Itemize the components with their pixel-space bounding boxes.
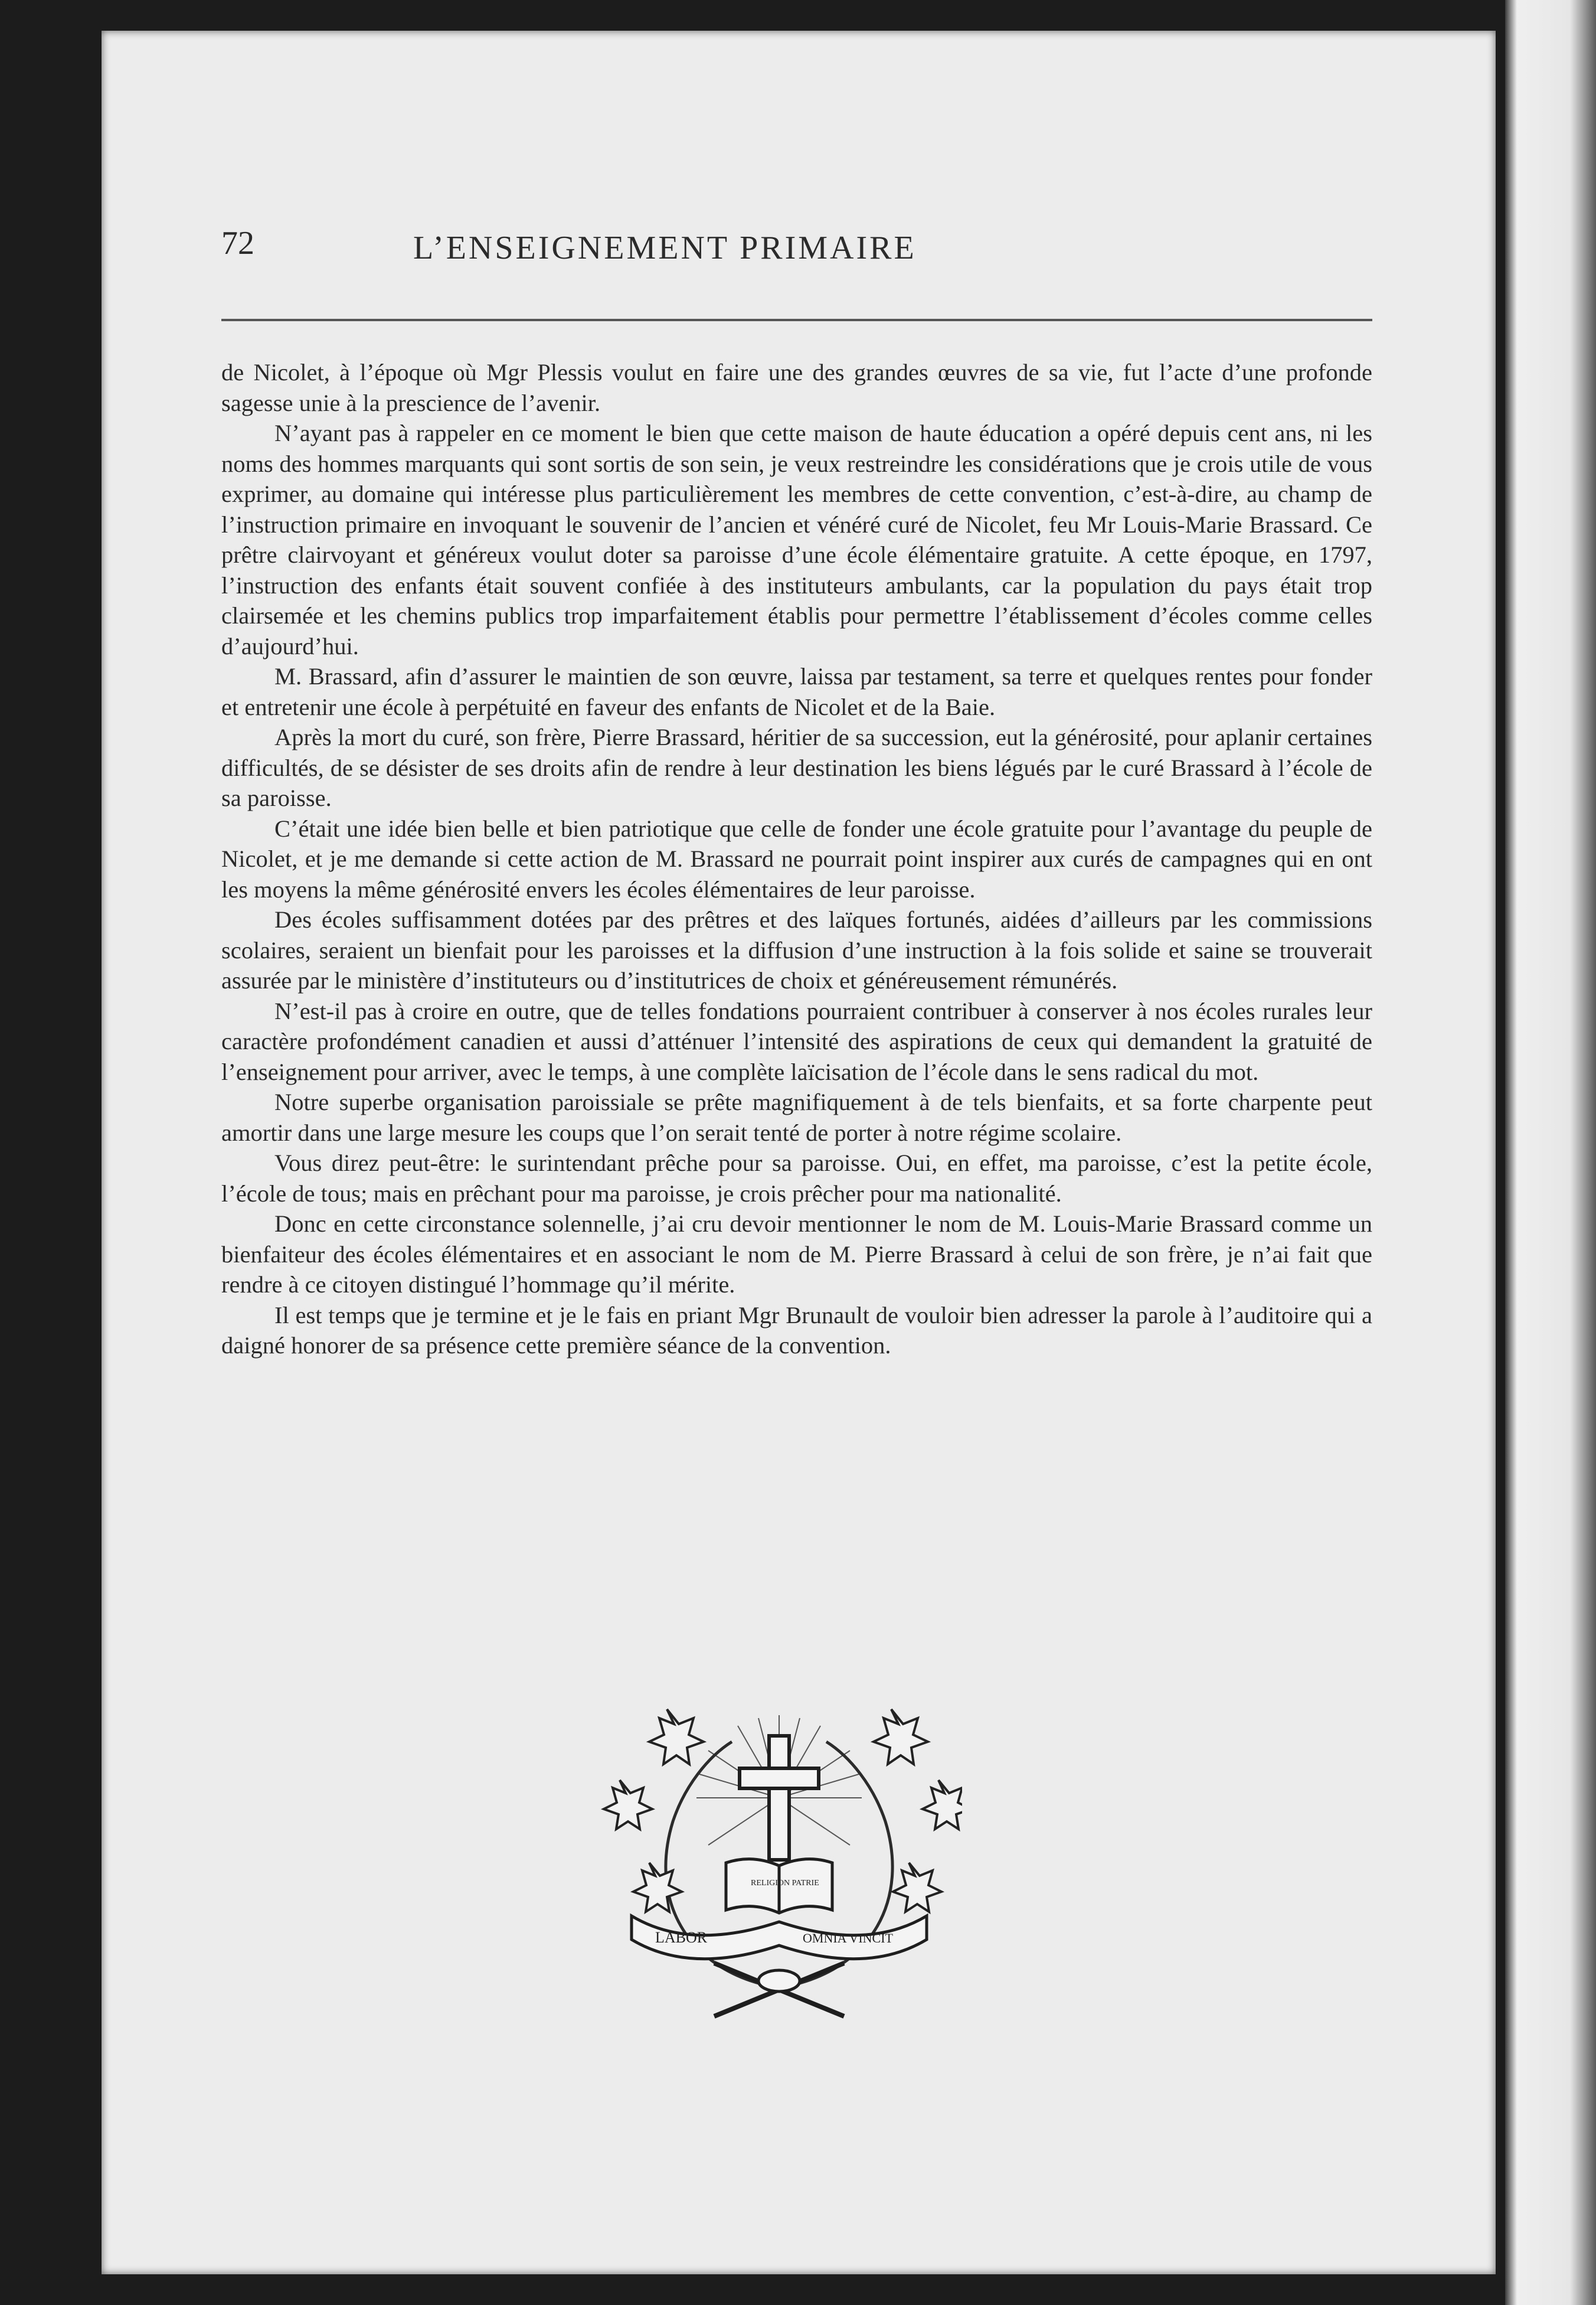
motto-left: LABOR xyxy=(655,1929,708,1946)
motto-right: OMNIA VINCIT xyxy=(803,1931,893,1945)
emblem-illustration xyxy=(596,1686,962,2028)
paragraph: Vous direz peut-être: le surintendant prêche pour sa paroisse. Oui, en effet, ma paroisse, c’est la petite école, l’école de tous; mais en prêchant pour ma paroisse, je crois prêcher pour ma nationalité. xyxy=(221,1150,1372,1207)
paragraph: Il est temps que je termine et je le fais en priant Mgr Brunault de vouloir bien adresser la parole à l’auditoire qui a daigné honorer de sa présence cette première séance de la convention. xyxy=(221,1301,1372,1359)
paragraph: M. Brassard, afin d’assurer le maintien de son œuvre, laissa par testament, sa terre et quelques rentes pour fonder et entretenir une école à perpétuité en faveur des enfants de Nicolet et de la Baie. xyxy=(221,663,1372,720)
body-text xyxy=(221,357,1372,1361)
book-inscription: RELIGION PATRIE xyxy=(751,1879,819,1888)
header-rule xyxy=(221,319,1372,321)
adjacent-page-edge xyxy=(1505,0,1596,2305)
paragraph: C’était une idée bien belle et bien patriotique que celle de fonder une école gratuite pour l’avantage du peuple de Nicolet, et je me demande si cette action de M. Brassard ne pourrait point inspirer aux curés de campagnes qui en ont les moyens la même générosité envers les écoles élémentaires de leur paroisse. xyxy=(221,815,1372,903)
crossed-tools-icon xyxy=(714,1963,844,2016)
paragraph: N’ayant pas à rappeler en ce moment le bien que cette maison de haute éducation a opéré depuis cent ans, ni les noms des hommes marquants qui sont sortis de son sein, je veux restreindre les considérations que je crois utile de vous exprimer, au domaine qui intéresse plus particulièrement les membres de cette convention, c’est-à-dire, au champ de l’instruction primaire en invoquant le souvenir de l’ancien et vénéré curé de Nicolet, feu Mr Louis-Marie Brassard. Ce prêtre clairvoyant et généreux voulut doter sa paroisse d’une école élémentaire gratuite. A cette époque, en 1797, l’instruction des enfants était souvent confiée à des instituteurs ambulants, car la population du pays était trop clairsemée et les chemins publics trop imparfaitement établis pour permettre l’établissement d’écoles comme celles d’aujourd’hui. xyxy=(221,420,1372,659)
paragraph: N’est-il pas à croire en outre, que de telles fondations pourraient contribuer à conserver à nos écoles rurales leur caractère profondément canadien et aussi d’atténuer l’intensité des aspirations de ceux qui demandent la gratuité de l’enseignement pour arriver, avec le temps, à une complète laïcisation de l’école dans le sens radical du mot. xyxy=(221,997,1372,1085)
paragraph: Des écoles suffisamment dotées par des prêtres et des laïques fortunés, aidées d’ailleurs par les commissions scolaires, seraient un bienfait pour les paroisses et la diffusion d’une instruction à la fois solide et saine se trouverait assurée par le ministère d’instituteurs ou d’institutrices de choix et généreusement rémunérés. xyxy=(221,906,1372,994)
paragraph: Après la mort du curé, son frère, Pierre Brassard, héritier de sa succession, eut la générosité, pour aplanir certaines difficultés, de se désister de ses droits afin de rendre à leur destination les biens légués par le curé Brassard à l’école de sa paroisse. xyxy=(221,724,1372,811)
paragraph: de Nicolet, à l’époque où Mgr Plessis voulut en faire une des grandes œuvres de sa vie, fut l’acte d’une profonde sagesse unie à la prescience de l’avenir. xyxy=(221,359,1372,416)
paragraph: Notre superbe organisation paroissiale se prête magnifiquement à de tels bienfaits, et sa forte charpente peut amortir dans une large mesure les coups que l’on serait tenté de porter à notre régime scolaire. xyxy=(221,1089,1372,1146)
page-number: 72 xyxy=(221,225,254,262)
running-head: L’ENSEIGNEMENT PRIMAIRE xyxy=(413,230,917,266)
paragraph: Donc en cette circonstance solennelle, j’ai cru devoir mentionner le nom de M. Louis-Marie Brassard comme un bienfaiteur des écoles élémentaires et en associant le nom de M. Pierre Brassard à celui de son frère, je n’ai fait que rendre à ce citoyen distingué l’hommage qu’il mérite. xyxy=(221,1210,1372,1298)
